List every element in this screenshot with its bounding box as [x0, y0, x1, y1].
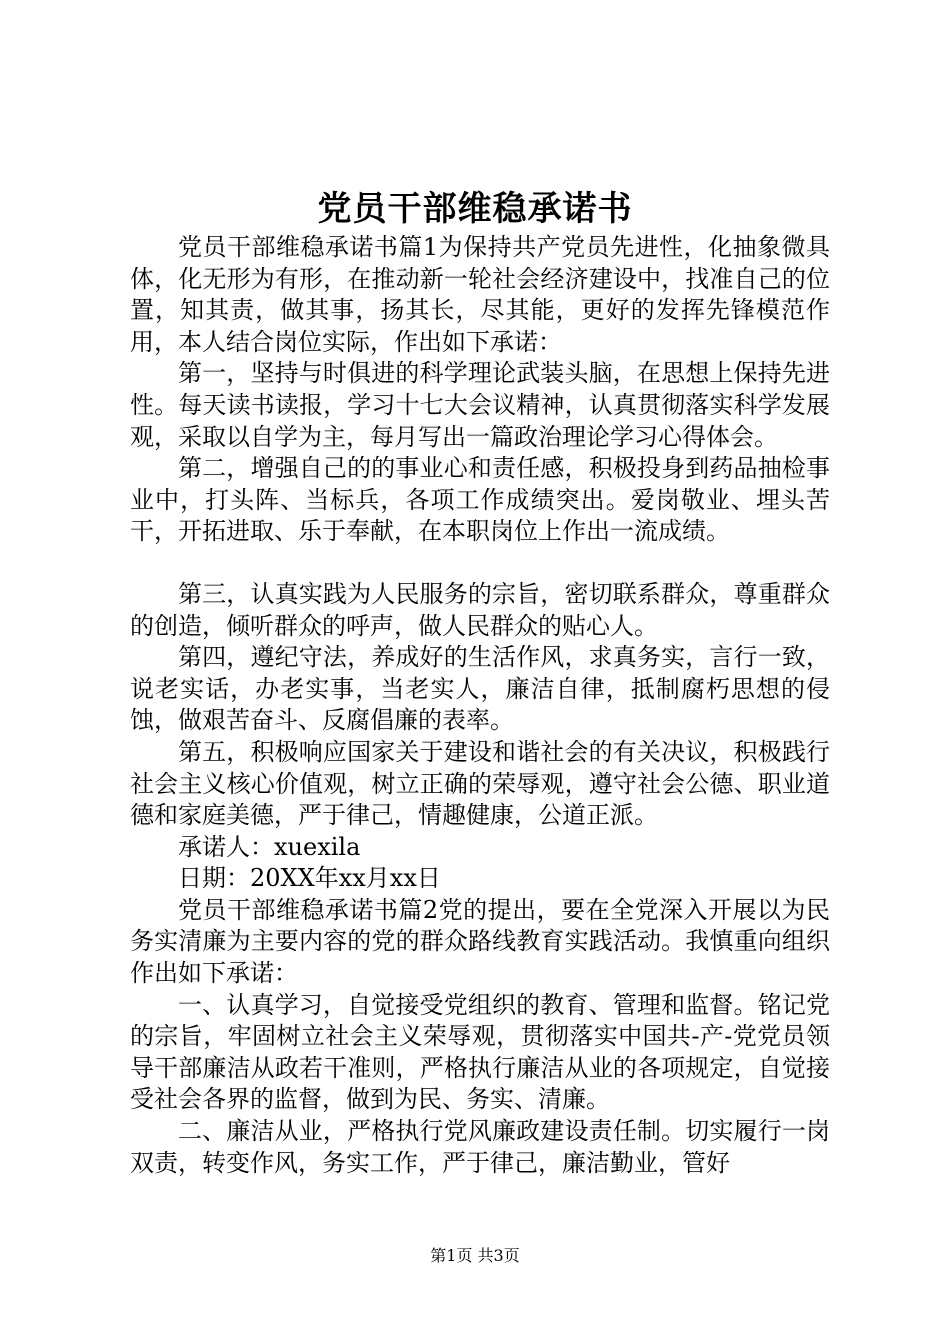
paragraph-6: 第五，积极响应国家关于建设和谐社会的有关决议，积极践行社会主义核心价值观，树立正确的荣辱观，遵守社会公德、职业道德和家庭美德，严于律己，情趣健康，公道正派。 [130, 737, 830, 830]
paragraph-7: 党员干部维稳承诺书篇2党的提出，要在全党深入开展以为民务实清廉为主要内容的党的群众路线教育实践活动。我慎重向组织作出如下承诺： [130, 895, 830, 988]
paragraph-3: 第二，增强自己的的事业心和责任感，积极投身到药品抽检事业中，打头阵、当标兵，各项工作成绩突出。爱岗敬业、埋头苦干，开拓进取、乐于奉献，在本职岗位上作出一流成绩。 [130, 454, 830, 546]
paragraph-5: 第四，遵纪守法，养成好的生活作风，求真务实，言行一致，说老实话，办老实事，当老实人，廉洁自律，抵制腐朽思想的侵蚀，做艰苦奋斗、反腐倡廉的表率。 [130, 643, 830, 735]
document-title: 党员干部维稳承诺书 [317, 189, 633, 229]
paragraph-1: 党员干部维稳承诺书篇1为保持共产党员先进性，化抽象微具体，化无形为有形，在推动新一轮社会经济建设中，找准自己的位置，知其责，做其事，扬其长，尽其能，更好的发挥先锋模范作用，本人结合岗位实际，作出如下承诺： [130, 233, 830, 356]
paragraph-8: 一、认真学习，自觉接受党组织的教育、管理和监督。铭记党的宗旨，牢固树立社会主义荣辱观，贯彻落实中国共-产-党党员领导干部廉洁从政若干准则，严格执行廉洁从业的各项规定，自觉接受社会各界的监督，做到为民、务实、清廉。 [130, 990, 830, 1114]
paragraph-9: 二、廉洁从业，严格执行党风廉政建设责任制。切实履行一岗双责，转变作风，务实工作，严于律己，廉洁勤业，管好 [130, 1117, 830, 1177]
date-line: 日期：20XX年xx月xx日 [178, 864, 441, 893]
paragraph-4: 第三，认真实践为人民服务的宗旨，密切联系群众，尊重群众的创造，倾听群众的呼声，做人民群众的贴心人。 [130, 579, 830, 640]
paragraph-2: 第一，坚持与时俱进的科学理论武装头脑，在思想上保持先进性。每天读书读报，学习十七大会议精神，认真贯彻落实科学发展观，采取以自学为主，每月写出一篇政治理论学习心得体会。 [130, 359, 830, 451]
page-number: 第1页 共3页 [430, 1246, 520, 1265]
document-body [130, 232, 830, 1179]
signatory-line: 承诺人：xuexila [178, 832, 361, 861]
